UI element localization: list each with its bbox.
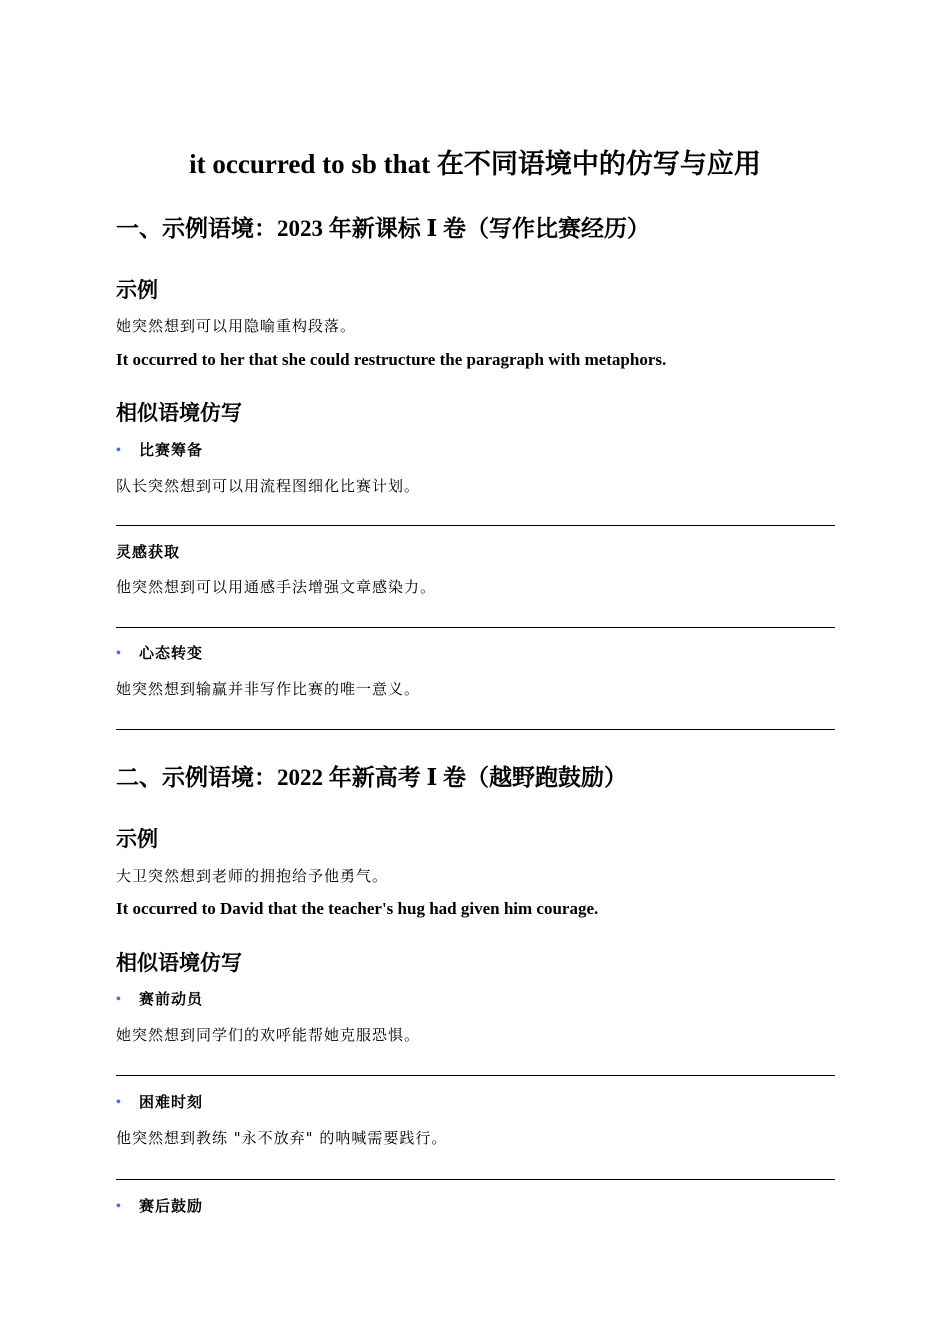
section-1-item-3-label — [116, 643, 203, 665]
section-2-item-1-answer-line[interactable] — [116, 1075, 835, 1076]
section-1-item-1-sentence: 队长突然想到可以用流程图细化比赛计划。 — [116, 477, 421, 495]
section-2-item-2-answer-line[interactable] — [116, 1179, 835, 1180]
section-1-heading: 一、示例语境：2023 年新课标 Ⅰ 卷（写作比赛经历） — [116, 216, 651, 241]
bullet-icon: • — [116, 646, 122, 661]
section-1-example-en: It occurred to her that she could restructure the paragraph with metaphors. — [116, 350, 667, 369]
section-2-example-en: It occurred to David that the teacher's hug had given him courage. — [116, 899, 599, 918]
section-2-item-1-sentence: 她突然想到同学们的欢呼能帮她克服恐惧。 — [116, 1026, 421, 1044]
bullet-icon: • — [116, 443, 122, 458]
item-label: 赛后鼓励 — [139, 1199, 204, 1215]
section-2-heading: 二、示例语境：2022 年新高考 Ⅰ 卷（越野跑鼓励） — [116, 765, 628, 790]
section-1-practice-heading: 相似语境仿写 — [116, 401, 242, 425]
section-2-example-heading: 示例 — [116, 827, 158, 851]
section-1-item-2-label: 灵感获取 — [116, 545, 181, 561]
section-1-example-heading: 示例 — [116, 278, 158, 302]
section-1-item-2-sentence: 他突然想到可以用通感手法增强文章感染力。 — [116, 578, 437, 596]
item-label: 困难时刻 — [139, 1095, 204, 1111]
document-title: it occurred to sb that 在不同语境中的仿写与应用 — [189, 149, 761, 179]
section-2-practice-heading: 相似语境仿写 — [116, 951, 242, 975]
section-1-example-cn: 她突然想到可以用隐喻重构段落。 — [116, 317, 357, 335]
section-2-example-cn: 大卫突然想到老师的拥抱给予他勇气。 — [116, 867, 389, 885]
section-1-item-1-answer-line[interactable] — [116, 525, 835, 526]
bullet-icon: • — [116, 1095, 122, 1110]
bullet-icon: • — [116, 992, 122, 1007]
item-label: 心态转变 — [139, 646, 204, 662]
item-label: 赛前动员 — [139, 992, 204, 1008]
section-2-item-3-label — [116, 1196, 203, 1218]
bullet-icon: • — [116, 1199, 122, 1214]
section-2-item-1-label — [116, 989, 203, 1011]
item-label: 比赛筹备 — [139, 443, 204, 459]
section-1-item-1-label — [116, 440, 203, 462]
section-1-item-2-answer-line[interactable] — [116, 627, 835, 628]
section-1-item-3-sentence: 她突然想到输赢并非写作比赛的唯一意义。 — [116, 680, 421, 698]
section-1-item-3-answer-line[interactable] — [116, 729, 835, 730]
section-2-item-2-sentence: 他突然想到教练 "永不放弃" 的呐喊需要践行。 — [116, 1129, 448, 1147]
section-2-item-2-label — [116, 1092, 203, 1114]
